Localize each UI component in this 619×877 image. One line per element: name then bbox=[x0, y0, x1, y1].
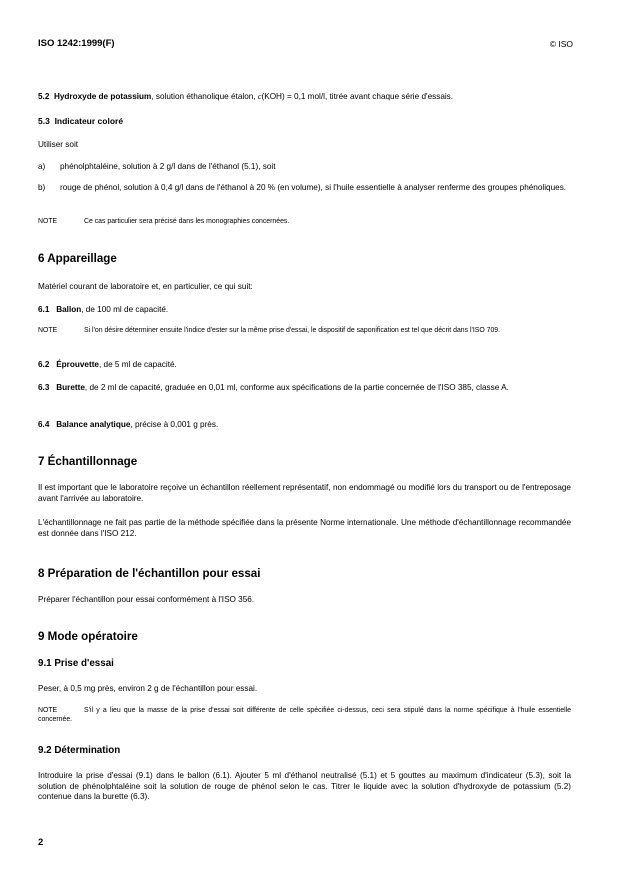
clause-5-2-text-a: , solution éthanolique étalon, bbox=[151, 92, 258, 101]
clause-6-2-title: Éprouvette bbox=[56, 360, 99, 369]
section-7-title: 7 Échantillonnage bbox=[38, 455, 138, 468]
section-6-title: 6 Appareillage bbox=[38, 252, 117, 265]
note-text: Ce cas particulier sera précisé dans les monographies concernées. bbox=[84, 218, 290, 225]
list-item-text: rouge de phénol, solution à 0,4 g/l dans de l'éthanol à 20 % (en volume), si l'huile essentielle à analyser renferme des groupes phénoliques. bbox=[60, 183, 567, 192]
clause-6-3-text: , de 2 ml de capacité, graduée en 0,01 ml, conforme aux spécifications de la partie concernée de l'ISO 385, classe A. bbox=[84, 383, 509, 392]
clause-6-2-text: , de 5 ml de capacité. bbox=[98, 360, 177, 369]
clause-5-3-heading bbox=[38, 116, 123, 126]
list-item bbox=[38, 162, 571, 174]
clause-6-1-number: 6.1 bbox=[38, 305, 50, 314]
clause-9-1-text: Peser, à 0,5 mg près, environ 2 g de l'échantillon pour essai. bbox=[38, 684, 258, 693]
clause-5-2 bbox=[38, 92, 571, 103]
section-7-paragraph-1: Il est important que le laboratoire reçoive un échantillon réellement représentatif, non endommagé ou modifié lors du transport ou de l'entreposage avant l'arrivée au laboratoire. bbox=[38, 483, 571, 503]
clause-6-4-number: 6.4 bbox=[38, 420, 50, 429]
clause-5-2-text-b: (KOH) = 0,1 mol/l, titrée avant chaque série d'essais. bbox=[261, 92, 454, 101]
clause-5-3-number: 5.3 bbox=[38, 116, 50, 126]
clause-9-1-title: 9.1 Prise d'essai bbox=[38, 658, 114, 669]
clause-9-2-text: Introduire la prise d'essai (9.1) dans le ballon (6.1). Ajouter 5 ml d'éthanol neutralisé (5.1) et 5 gouttes au maximum d'indicateur (5.3), soit la solution de phénolphtaléine soit la solution de rouge de phénol selon le cas. Titrer le liquide avec la solution d'hydroxyde de potassium (5.2) contenue dans la burette (6.3). bbox=[38, 771, 571, 802]
section-8-title: 8 Préparation de l'échantillon pour essai bbox=[38, 567, 261, 580]
copyright-notice: © ISO bbox=[549, 39, 573, 49]
clause-5-3-title: Indicateur coloré bbox=[54, 116, 124, 126]
section-7-paragraph-2: L'échantillonnage ne fait pas partie de la méthode spécifiée dans la présente Norme internationale. Une méthode d'échantillonnage recommandée est donnée dans l'ISO 212. bbox=[38, 518, 571, 538]
clause-6-2-number: 6.2 bbox=[38, 360, 50, 369]
list-item-label: a) bbox=[38, 162, 46, 171]
note-label: NOTE bbox=[38, 327, 58, 334]
note-label: NOTE bbox=[38, 218, 58, 225]
clause-5-3-intro: Utiliser soit bbox=[38, 140, 79, 149]
clause-6-1 bbox=[38, 305, 571, 316]
clause-6-3 bbox=[38, 383, 571, 394]
clause-5-2-title: Hydroxyde de potassium bbox=[53, 92, 152, 101]
clause-5-2-number: 5.2 bbox=[38, 92, 50, 101]
list-item-text: phénolphtaléine, solution à 2 g/l dans de l'éthanol (5.1), soit bbox=[60, 162, 276, 171]
concentration-symbol: c bbox=[257, 92, 262, 101]
page-number: 2 bbox=[38, 837, 44, 848]
list-item bbox=[38, 183, 571, 207]
clause-6-4 bbox=[38, 420, 571, 431]
note-text: S'il y a lieu que la masse de la prise d'essai soit différente de celle spécifiée ci-dessus, ceci sera stipulé dans la norme spécifique à l'huile essentielle concernée. bbox=[38, 707, 571, 723]
clause-6-3-number: 6.3 bbox=[38, 383, 50, 392]
clause-6-4-title: Balance analytique bbox=[56, 420, 131, 429]
clause-6-4-text: , précise à 0,001 g près. bbox=[130, 420, 219, 429]
list-item-label: b) bbox=[38, 183, 46, 192]
note-9-1 bbox=[38, 706, 571, 724]
clause-6-1-text: , de 100 ml de capacité. bbox=[81, 305, 169, 314]
section-8-paragraph: Préparer l'échantillon pour essai conformément à l'ISO 356. bbox=[38, 595, 255, 604]
note-5-3 bbox=[38, 217, 571, 226]
note-label: NOTE bbox=[38, 707, 58, 714]
note-text: Si l'on désire déterminer ensuite l'indice d'ester sur la même prise d'essai, le dispositif de saponification est tel que décrit dans l'ISO 709. bbox=[84, 327, 501, 334]
document-id: ISO 1242:1999(F) bbox=[38, 38, 115, 49]
clause-6-3-title: Burette bbox=[56, 383, 85, 392]
clause-9-2-title: 9.2 Détermination bbox=[38, 745, 121, 756]
section-6-intro: Matériel courant de laboratoire et, en particulier, ce qui suit: bbox=[38, 282, 253, 291]
clause-6-2 bbox=[38, 360, 571, 371]
note-6-1 bbox=[38, 326, 571, 335]
section-9-title: 9 Mode opératoire bbox=[38, 630, 138, 643]
clause-6-1-title: Ballon bbox=[56, 305, 82, 314]
